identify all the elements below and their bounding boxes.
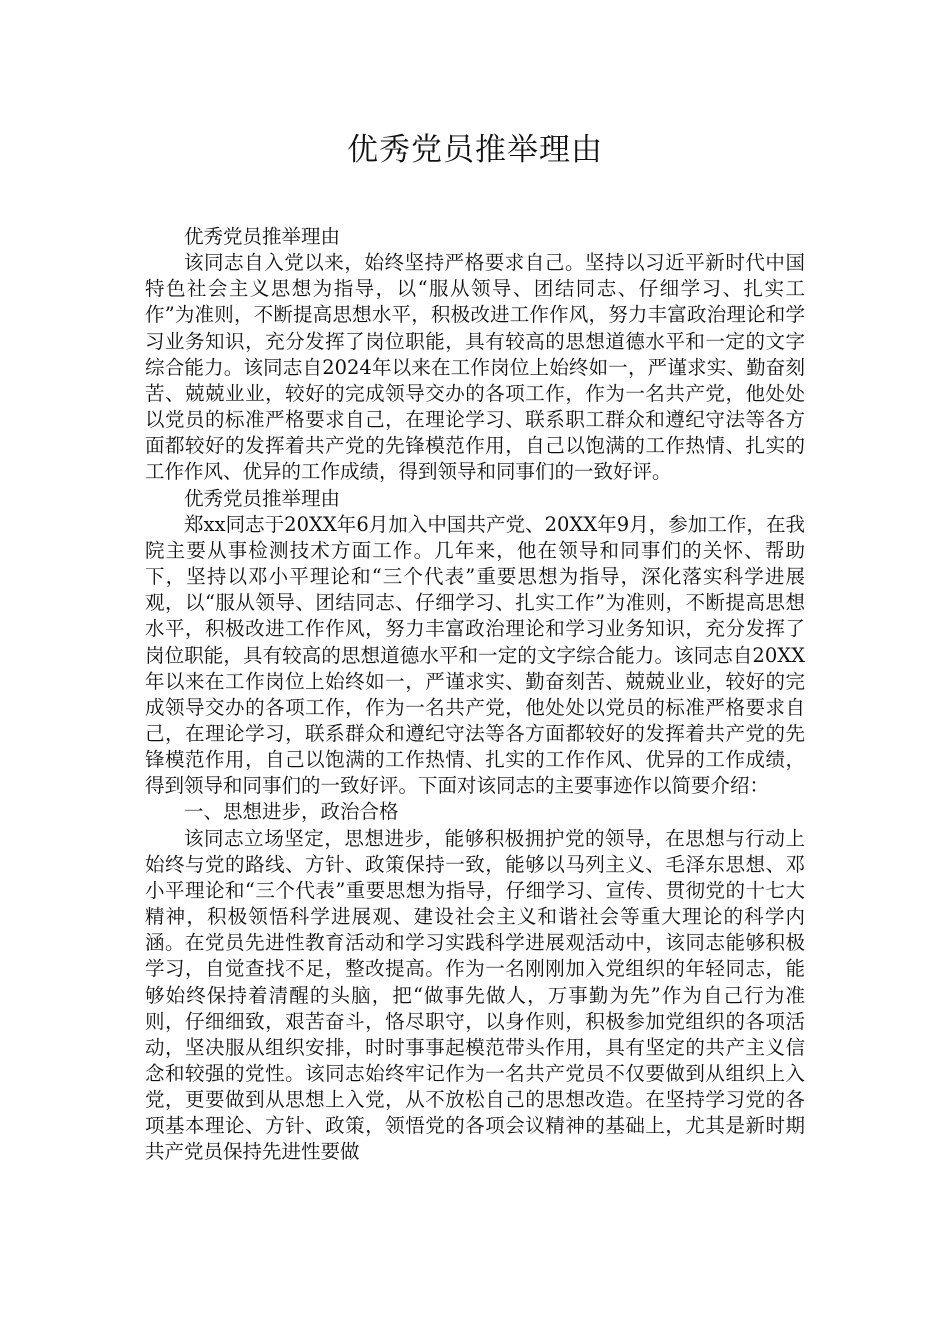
paragraph: 该同志自入党以来，始终坚持严格要求自己。坚持以习近平新时代中国特色社会主义思想为指导，以“服从领导、团结同志、仔细学习、扎实工作”为准则，不断提高思想水平，积极改进工作作风，努力丰富政治理论和学习业务知识，充分发挥了岗位职能，具有较高的思想道德水平和一定的文字综合能力。该同志自2024年以来在工作岗位上始终如一，严谨求实、勤奋刻苦、兢兢业业，较好的完成领导交办的各项工作，作为一名共产党，他处处以党员的标准严格要求自己，在理论学习、联系职工群众和遵纪守法等各方面都较好的发挥着共产党的先锋模范作用，自己以饱满的工作热情、扎实的工作作风、优异的工作成绩，得到领导和同事们的一致好评。 xyxy=(145,251,805,484)
paragraph: 郑xx同志于20XX年6月加入中国共产党、20XX年9月，参加工作，在我院主要从事检测技术方面工作。几年来，他在领导和同事们的关怀、帮助下，坚持以邓小平理论和“三个代表”重要思想为指导，深化落实科学进展观，以“服从领导、团结同志、仔细学习、扎实工作”为准则，不断提高思想水平，积极改进工作作风，努力丰富政治理论和学习业务知识，充分发挥了岗位职能，具有较高的思想道德水平和一定的文字综合能力。该同志自20XX年以来在工作岗位上始终如一，严谨求实、勤奋刻苦、兢兢业业，较好的完成领导交办的各项工作，作为一名共产党，他处处以党员的标准严格要求自己，在理论学习，联系群众和遵纪守法等各方面都较好的发挥着共产党的先锋模范作用，自己以饱满的工作热情、扎实的工作作风、优异的工作成绩，得到领导和同事们的一致好评。下面对该同志的主要事迹作以简要介绍： xyxy=(145,512,805,798)
paragraph-subtitle: 优秀党员推举理由 xyxy=(184,486,341,510)
document-body xyxy=(145,224,805,1166)
paragraph-subtitle: 优秀党员推举理由 xyxy=(184,225,341,248)
paragraph: 该同志立场坚定，思想进步，能够积极拥护党的领导，在思想与行动上始终与党的路线、方针、政策保持一致，能够以马列主义、毛泽东思想、邓小平理论和“三个代表”重要思想为指导，仔细学习、宣传、贯彻党的十七大精神，积极领悟科学进展观、建设社会主义和谐社会等重大理论的科学内涵。在党员先进性教育活动和学习实践科学进展观活动中，该同志能够积极学习，自觉查找不足，整改提高。作为一名刚刚加入党组织的年轻同志，能够始终保持着清醒的头脑，把“做事先做人，万事勤为先”作为自己行为准则，仔细细致，艰苦奋斗，恪尽职守，以身作则，积极参加党组织的各项活动，坚决服从组织安排，时时事事起模范带头作用，具有坚定的共产主义信念和较强的党性。该同志始终牢记作为一名共产党员不仅要做到从组织上入党，更要做到从思想上入党，从不放松自己的思想改造。在坚持学习党的各项基本理论、方针、政策，领悟党的各项会议精神的基础上，尤其是新时期共产党员保持先进性要做 xyxy=(145,826,805,1164)
document-title: 优秀党员推举理由 xyxy=(347,132,603,168)
section-heading: 一、思想进步，政治合格 xyxy=(184,800,399,824)
